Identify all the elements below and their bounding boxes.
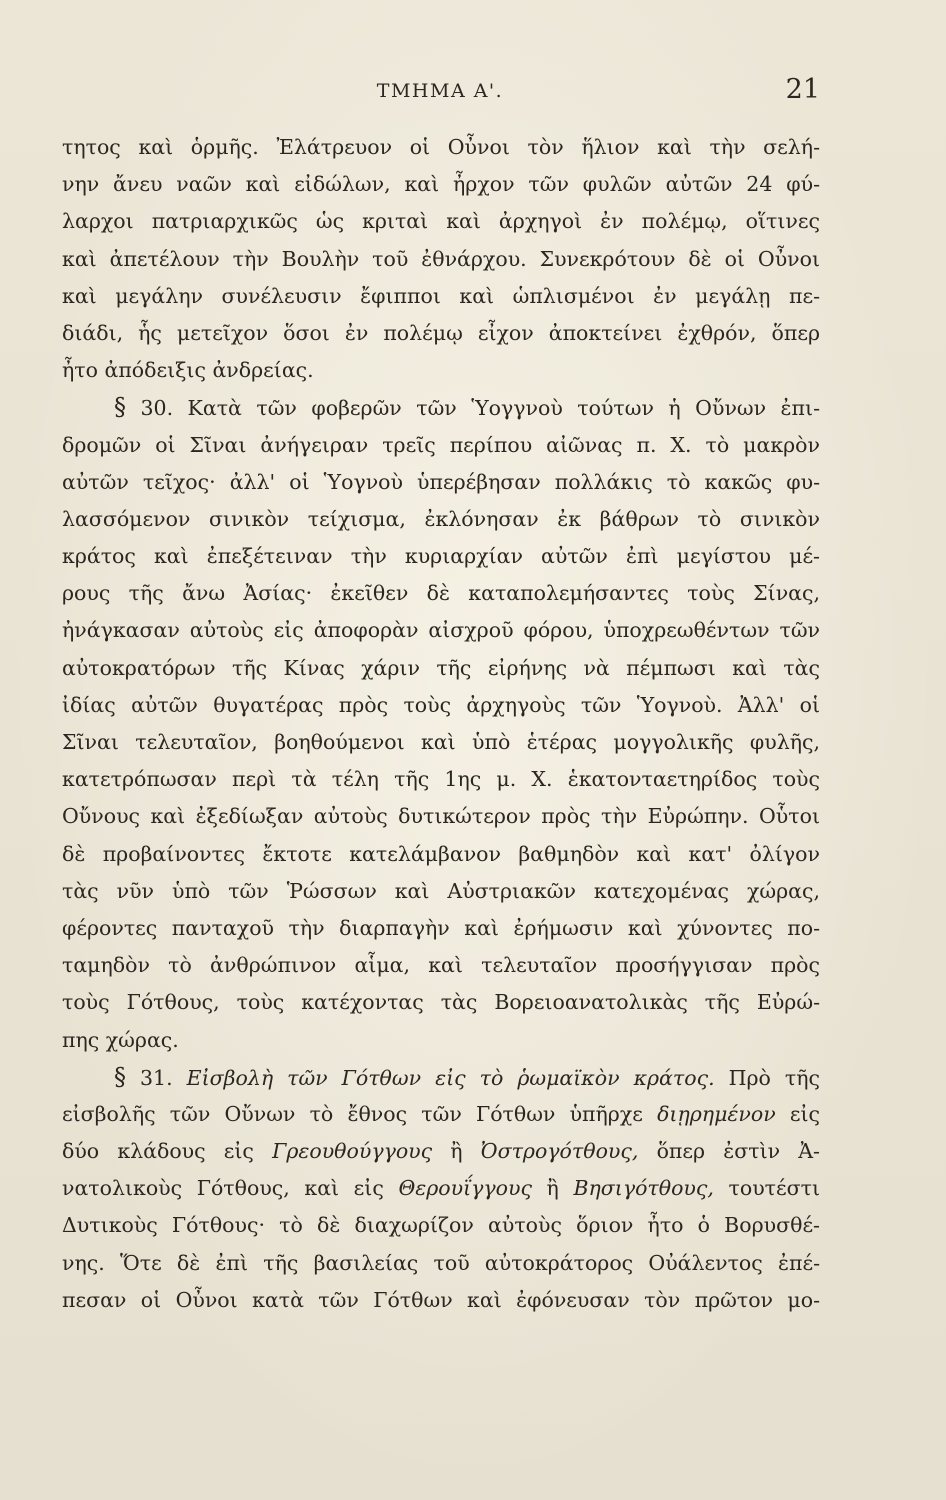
text-run: καὶ μεγάλην συνέλευσιν ἔφιπποι καὶ ὡπλισμένοι ἐν μεγάλῃ πε- bbox=[62, 283, 820, 308]
text-line bbox=[62, 1207, 820, 1244]
text-run: Σῖναι τελευταῖον, βοηθούμενοι καὶ ὑπὸ ἑτέρας μογγολικῆς φυλῆς, bbox=[62, 730, 820, 754]
text-run: Πρὸ τῆς bbox=[714, 1065, 820, 1090]
italic-text: Βησιγότθους, bbox=[573, 1176, 714, 1201]
text-line bbox=[62, 724, 820, 761]
text-line bbox=[62, 427, 820, 464]
text-run: ταμηδὸν τὸ ἀνθρώπινον αἷμα, καὶ τελευταῖον προσήγγισαν πρὸς bbox=[62, 953, 820, 978]
text-run: τουτέστι bbox=[713, 1176, 820, 1201]
text-run: Οὔνους καὶ ἐξεδίωξαν αὐτοὺς δυτικώτερον πρὸς τὴν Εὐρώπην. Οὗτοι bbox=[62, 804, 820, 829]
text-run: κράτος καὶ ἐπεξέτειναν τὴν κυριαρχίαν αὐτῶν ἐπὶ μεγίστου μέ- bbox=[62, 544, 820, 569]
text-run: λαρχοι πατριαρχικῶς ὡς κριταὶ καὶ ἀρχηγοὶ ἐν πολέμῳ, οἵτινες bbox=[62, 209, 820, 234]
text-run: κατετρόπωσαν περὶ τὰ τέλη τῆς 1ης μ. Χ. ἑκατονταετηρίδος τοὺς bbox=[62, 767, 820, 792]
text-run: τοὺς Γότθους, τοὺς κατέχοντας τὰς Βορειοανατολικὰς τῆς Εὐρώ- bbox=[62, 990, 820, 1015]
text-run: καὶ ἀπετέλουν τὴν Βουλὴν τοῦ ἐθνάρχου. Συνεκρότουν δὲ οἱ Οὖνοι bbox=[62, 246, 820, 271]
text-run: Δυτικοὺς Γότθους· τὸ δὲ διαχωρίζον αὐτοὺς ὅριον ἦτο ὁ Βορυσθέ- bbox=[62, 1213, 820, 1238]
text-run: 30. Κατὰ τῶν φοβερῶν τῶν Ὑογγνοὺ τούτων ἡ Οὔνων ἐπι- bbox=[126, 396, 820, 421]
text-run: ὅπερ ἐστὶν Ἀ- bbox=[638, 1139, 820, 1164]
text-run: τητος καὶ ὁρμῆς. Ἐλάτρευον οἱ Οὖνοι τὸν ἥλιον καὶ τὴν σελή- bbox=[62, 135, 820, 159]
text-line bbox=[62, 203, 820, 240]
text-line bbox=[62, 1133, 820, 1170]
text-line bbox=[62, 501, 820, 538]
text-line bbox=[62, 464, 820, 501]
text-line bbox=[62, 1282, 820, 1319]
text-run: ρους τῆς ἄνω Ἀσίας· ἐκεῖθεν δὲ καταπολεμήσαντες τοὺς Σίνας, bbox=[62, 581, 820, 606]
text-line bbox=[62, 761, 820, 798]
text-line bbox=[62, 352, 820, 389]
text-run: αὐτοκρατόρων τῆς Κίνας χάριν τῆς εἰρήνης νὰ πέμπωσι καὶ τὰς bbox=[62, 655, 820, 680]
text-run: νατολικοὺς Γότθους, καὶ εἰς bbox=[62, 1176, 399, 1201]
text-line bbox=[62, 166, 820, 203]
text-line bbox=[62, 873, 820, 910]
text-line bbox=[62, 947, 820, 984]
text-run: λασσόμενον σινικὸν τείχισμα, ἐκλόνησαν ἐκ βάθρων τὸ σινικὸν bbox=[62, 506, 820, 531]
section-sign: § bbox=[114, 1062, 126, 1091]
text-line bbox=[62, 241, 820, 278]
text-line bbox=[62, 278, 820, 315]
text-line bbox=[62, 798, 820, 835]
text-run: εἰς bbox=[775, 1101, 820, 1126]
text-run: ἠνάγκασαν αὐτοὺς εἰς ἀποφορὰν αἰσχροῦ φόρου, ὑποχρεωθέντων τῶν bbox=[62, 618, 820, 643]
running-head: ΤΜΗΜΑ Α'. bbox=[376, 80, 504, 102]
text-run: δὲ προβαίνοντες ἔκτοτε κατελάμβανον βαθμηδὸν καὶ κατ' ὀλίγον bbox=[62, 841, 820, 866]
text-run: δρομῶν οἱ Σῖναι ἀνήγειραν τρεῖς περίπου αἰῶνας π. Χ. τὸ μακρὸν bbox=[62, 432, 820, 457]
section-sign: § bbox=[114, 393, 126, 422]
text-line bbox=[62, 612, 820, 649]
italic-text: διῃρημένον bbox=[657, 1101, 776, 1126]
text-run: δύο κλάδους εἰς bbox=[62, 1139, 273, 1164]
text-run: νην ἄνευ ναῶν καὶ εἰδώλων, καὶ ἦρχον τῶν φυλῶν αὐτῶν 24 φύ- bbox=[62, 172, 820, 197]
text-run: πης χώρας. bbox=[62, 1027, 179, 1052]
text-line bbox=[62, 1096, 820, 1133]
text-run: πεσαν οἱ Οὖνοι κατὰ τῶν Γότθων καὶ ἐφόνευσαν τὸν πρῶτον μο- bbox=[62, 1287, 820, 1312]
text-run: τὰς νῦν ὑπὸ τῶν Ῥώσσων καὶ Αὐστριακῶν κατεχομένας χώρας, bbox=[62, 878, 820, 903]
text-line bbox=[62, 984, 820, 1021]
italic-text: Εἰσβολὴ τῶν Γότθων εἰς τὸ ῥωμαϊκὸν κράτος. bbox=[186, 1065, 715, 1090]
text-line bbox=[62, 1170, 820, 1207]
page-header bbox=[60, 74, 820, 110]
text-line bbox=[62, 389, 820, 426]
text-run: ἦτο ἀπόδειξις ἀνδρείας. bbox=[62, 358, 314, 383]
page-number: 21 bbox=[785, 74, 820, 105]
italic-text: Ὀστρογότθους, bbox=[480, 1139, 639, 1164]
text-run: 31. bbox=[126, 1065, 187, 1090]
text-line bbox=[62, 129, 820, 166]
text-run: εἰσβολῆς τῶν Οὔνων τὸ ἔθνος τῶν Γότθων ὑπῆρχε bbox=[62, 1101, 658, 1126]
text-run: ἰδίας αὐτῶν θυγατέρας πρὸς τοὺς ἀρχηγοὺς τῶν Ὑογνοὺ. Ἀλλ' οἱ bbox=[62, 692, 820, 717]
text-run: ἢ bbox=[531, 1176, 574, 1201]
text-line bbox=[62, 910, 820, 947]
text-line bbox=[62, 538, 820, 575]
text-line bbox=[62, 1245, 820, 1282]
italic-text: Θερουΐγγους bbox=[398, 1176, 532, 1201]
text-run: διάδι, ἧς μετεῖχον ὅσοι ἐν πολέμῳ εἶχον ἀποκτείνει ἐχθρόν, ὅπερ bbox=[62, 320, 820, 345]
body-text bbox=[62, 129, 820, 1319]
text-line bbox=[62, 315, 820, 352]
text-line bbox=[62, 650, 820, 687]
text-run: νης. Ὅτε δὲ ἐπὶ τῆς βασιλείας τοῦ αὐτοκράτορος Οὐάλεντος ἐπέ- bbox=[62, 1250, 820, 1275]
text-run: φέροντες πανταχοῦ τὴν διαρπαγὴν καὶ ἐρήμωσιν καὶ χύνοντες πο- bbox=[62, 915, 820, 940]
text-line bbox=[62, 836, 820, 873]
text-line bbox=[62, 1059, 820, 1096]
text-run: ἢ bbox=[432, 1139, 481, 1164]
text-line bbox=[62, 1022, 820, 1059]
text-run: αὐτῶν τεῖχος· ἀλλ' οἱ Ὑογνοὺ ὑπερέβησαν πολλάκις τὸ κακῶς φυ- bbox=[62, 469, 820, 494]
italic-text: Γρεουθούγγους bbox=[272, 1139, 433, 1164]
text-line bbox=[62, 575, 820, 612]
text-line bbox=[62, 687, 820, 724]
